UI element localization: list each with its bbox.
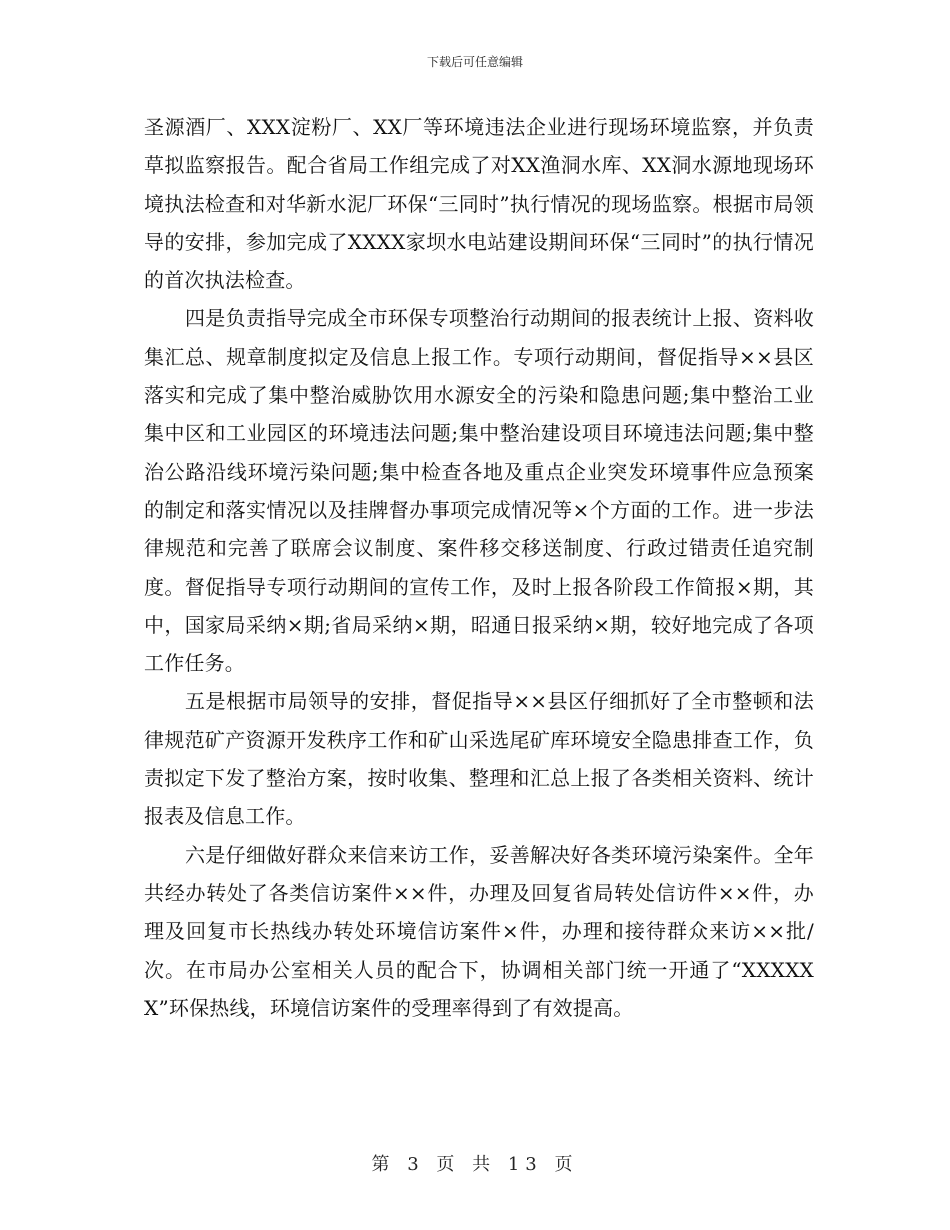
paragraph-item-five: 五是根据市局领导的安排，督促指导××县区仔细抓好了全市整顿和法律规范矿产资源开发秩序工作和矿山采选尾矿库环境安全隐患排查工作，负责拟定下发了整治方案，按时收集、整理和汇总上报了各类相关资料、统计报表及信息工作。 — [144, 689, 814, 829]
paragraph-item-six: 六是仔细做好群众来信来访工作，妥善解决好各类环境污染案件。全年共经办转处了各类信访案件××件，办理及回复省局转处信访件××件，办理及回复市长热线办转处环境信访案件×件，办理和接待群众来访××批/次。在市局办公室相关人员的配合下，协调相关部门统一开通了“XXXXXX”环保热线，环境信访案件的受理率得到了有效提高。 — [144, 842, 814, 1020]
document-body — [144, 108, 814, 1027]
paragraph-item-four: 四是负责指导完成全市环保专项整治行动期间的报表统计上报、资料收集汇总、规章制度拟定及信息上报工作。专项行动期间，督促指导××县区落实和完成了集中整治威胁饮用水源安全的污染和隐患问题;集中整治工业集中区和工业园区的环境违法问题;集中整治建设项目环境违法问题;集中整治公路沿线环境污染问题;集中检查各地及重点企业突发环境事件应急预案的制定和落实情况以及挂牌督办事项完成情况等×个方面的工作。进一步法律规范和完善了联席会议制度、案件移交移送制度、行政过错责任追究制度。督促指导专项行动期间的宣传工作，及时上报各阶段工作简报×期，其中，国家局采纳×期;省局采纳×期，昭通日报采纳×期，较好地完成了各项工作任务。 — [144, 306, 814, 676]
paragraph-continuation: 圣源酒厂、XXX淀粉厂、XX厂等环境违法企业进行现场环境监察，并负责草拟监察报告。配合省局工作组完成了对XX渔洞水库、XX洞水源地现场环境执法检查和对华新水泥厂环保“三同时”执行情况的现场监察。根据市局领导的安排，参加完成了XXXX家坝水电站建设期间环保“三同时”的执行情况的首次执法检查。 — [144, 115, 814, 293]
page-number-footer: 第 3 页 共 13 页 — [371, 1154, 579, 1175]
page-header: 下载后可任意编辑 — [426, 55, 523, 69]
